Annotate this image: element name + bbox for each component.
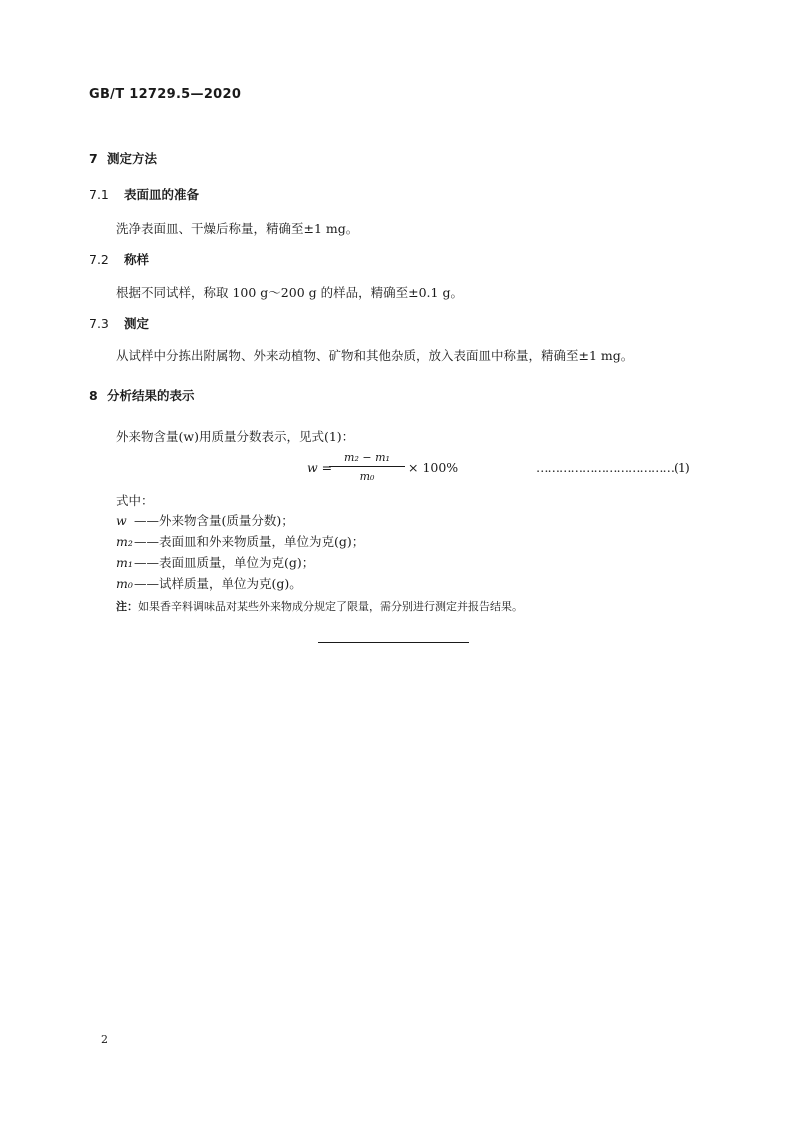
- section-7-3-heading: [89, 314, 149, 332]
- definition-text: ——试样质量，单位为克(g)。: [133, 576, 302, 591]
- section-7-1-text: 洗净表面皿、干燥后称量，精确至±1 mg。: [116, 221, 359, 236]
- note: [116, 598, 523, 614]
- section-title: 分析结果的表示: [107, 388, 195, 403]
- section-7-heading: [89, 149, 157, 167]
- definition-row: [116, 574, 302, 592]
- section-7-3-text: 从试样中分拣出附属物、外来动植物、矿物和其他杂质，放入表面皿中称量，精确至±1 mg。: [116, 348, 634, 363]
- definition-text: ——外来物含量(质量分数)；: [133, 513, 294, 528]
- definition-row: [116, 532, 364, 550]
- formula-denominator: m₀: [359, 470, 375, 483]
- section-number: 7: [89, 151, 98, 166]
- section-7-2-heading: [89, 250, 149, 268]
- formula-numerator: m₂ − m₁: [329, 451, 405, 467]
- note-label: 注：: [116, 600, 138, 613]
- standard-code: GB/T 12729.5—2020: [89, 87, 242, 102]
- formula-rhs: × 100%: [408, 460, 459, 475]
- where-label: 式中：: [116, 493, 154, 508]
- definition-row: [116, 553, 314, 571]
- section-number: 7.2: [89, 252, 109, 267]
- section-title: 表面皿的准备: [124, 187, 200, 202]
- section-title: 测定: [124, 316, 150, 331]
- section-7-1-heading: [89, 185, 199, 203]
- section-number: 7.1: [89, 187, 109, 202]
- formula-leader-number: ………………………………(1): [536, 460, 689, 475]
- definition-text: ——表面皿质量，单位为克(g)；: [133, 555, 315, 570]
- definition-symbol: m₂: [116, 534, 133, 549]
- section-title: 测定方法: [107, 151, 158, 166]
- section-number: 7.3: [89, 316, 109, 331]
- formula-lhs: w =: [307, 460, 333, 475]
- definition-symbol: m₁: [116, 555, 133, 570]
- page-number: 2: [101, 1033, 108, 1046]
- definition-symbol: m₀: [116, 576, 133, 591]
- end-rule: [318, 642, 469, 643]
- definition-row: [116, 511, 294, 529]
- formula-fraction: [329, 451, 405, 483]
- section-number: 8: [89, 388, 98, 403]
- note-text: 如果香辛料调味品对某些外来物成分规定了限量，需分别进行测定并报告结果。: [138, 600, 523, 613]
- definition-symbol: w: [116, 513, 127, 528]
- section-8-heading: [89, 386, 195, 404]
- definition-text: ——表面皿和外来物质量，单位为克(g)；: [133, 534, 365, 549]
- section-title: 称样: [124, 252, 150, 267]
- formula-intro: 外来物含量(w)用质量分数表示，见式(1)：: [116, 429, 355, 444]
- section-7-2-text: 根据不同试样，称取 100 g～200 g 的样品，精确至±0.1 g。: [116, 285, 463, 300]
